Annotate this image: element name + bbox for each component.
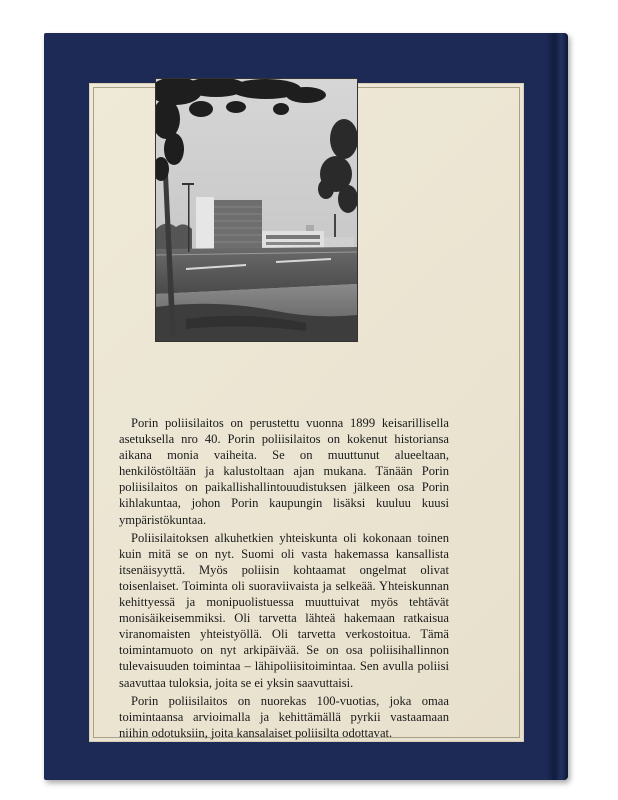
paragraph-1: Porin poliisilaitos on perustettu vuonna 1899 keisarillisella asetuksella nro 40. Porin poliisilaitos on kokenut historiansa aikana monia vaiheita. Se on muuttunut alueeltaan, henkilöstöltään ja kalustoltaan ajan mukana. Tänään Porin poliisilaitos on paikallishallintouudistuksen jälkeen osa Porin kihlakuntaa, johon Porin kaupungin lisäksi kuuluu kuusi ympäristökuntaa. (119, 416, 449, 527)
cover-photo (156, 79, 357, 341)
cover-text (119, 415, 449, 743)
book-spine-edge (546, 33, 568, 780)
paragraph-3: Porin poliisilaitos on nuorekas 100-vuotias, joka omaa toimintaansa arvioimalla ja kehittämällä pyrkii vastaamaan niihin odotuksiin, joita kansalaiset poliisilta odottavat. (119, 693, 449, 740)
police-building-image (156, 79, 357, 341)
paragraph-2: Poliisilaitoksen alkuhetkien yhteiskunta oli kokonaan toinen kuin mitä se on nyt. Suomi oli vasta hakemassa kansallista itsenäisyyttä. Myös poliisin kohtaamat ongelmat olivat toisenlaiset. Toiminta oli suoraviivaista ja selkeää. Yhteiskunnan kehittyessä ja monipuolistuessa muuttuivat myös tehtävät monisäikeisemmiksi. Oli tarvetta lähteä hakemaan ratkaisua viranomaisten yhteistyöllä. Oli tarvetta verkostoitua. Tämä toimintamuoto on nyt arkipäivää. Se on osa poliisihallinnon tulevaisuuden toimintaa – lähipoliisitoimintaa. Sen avulla poliisi saavuttaa tuloksia, joita se ei yksin saavuttaisi. (119, 530, 449, 690)
